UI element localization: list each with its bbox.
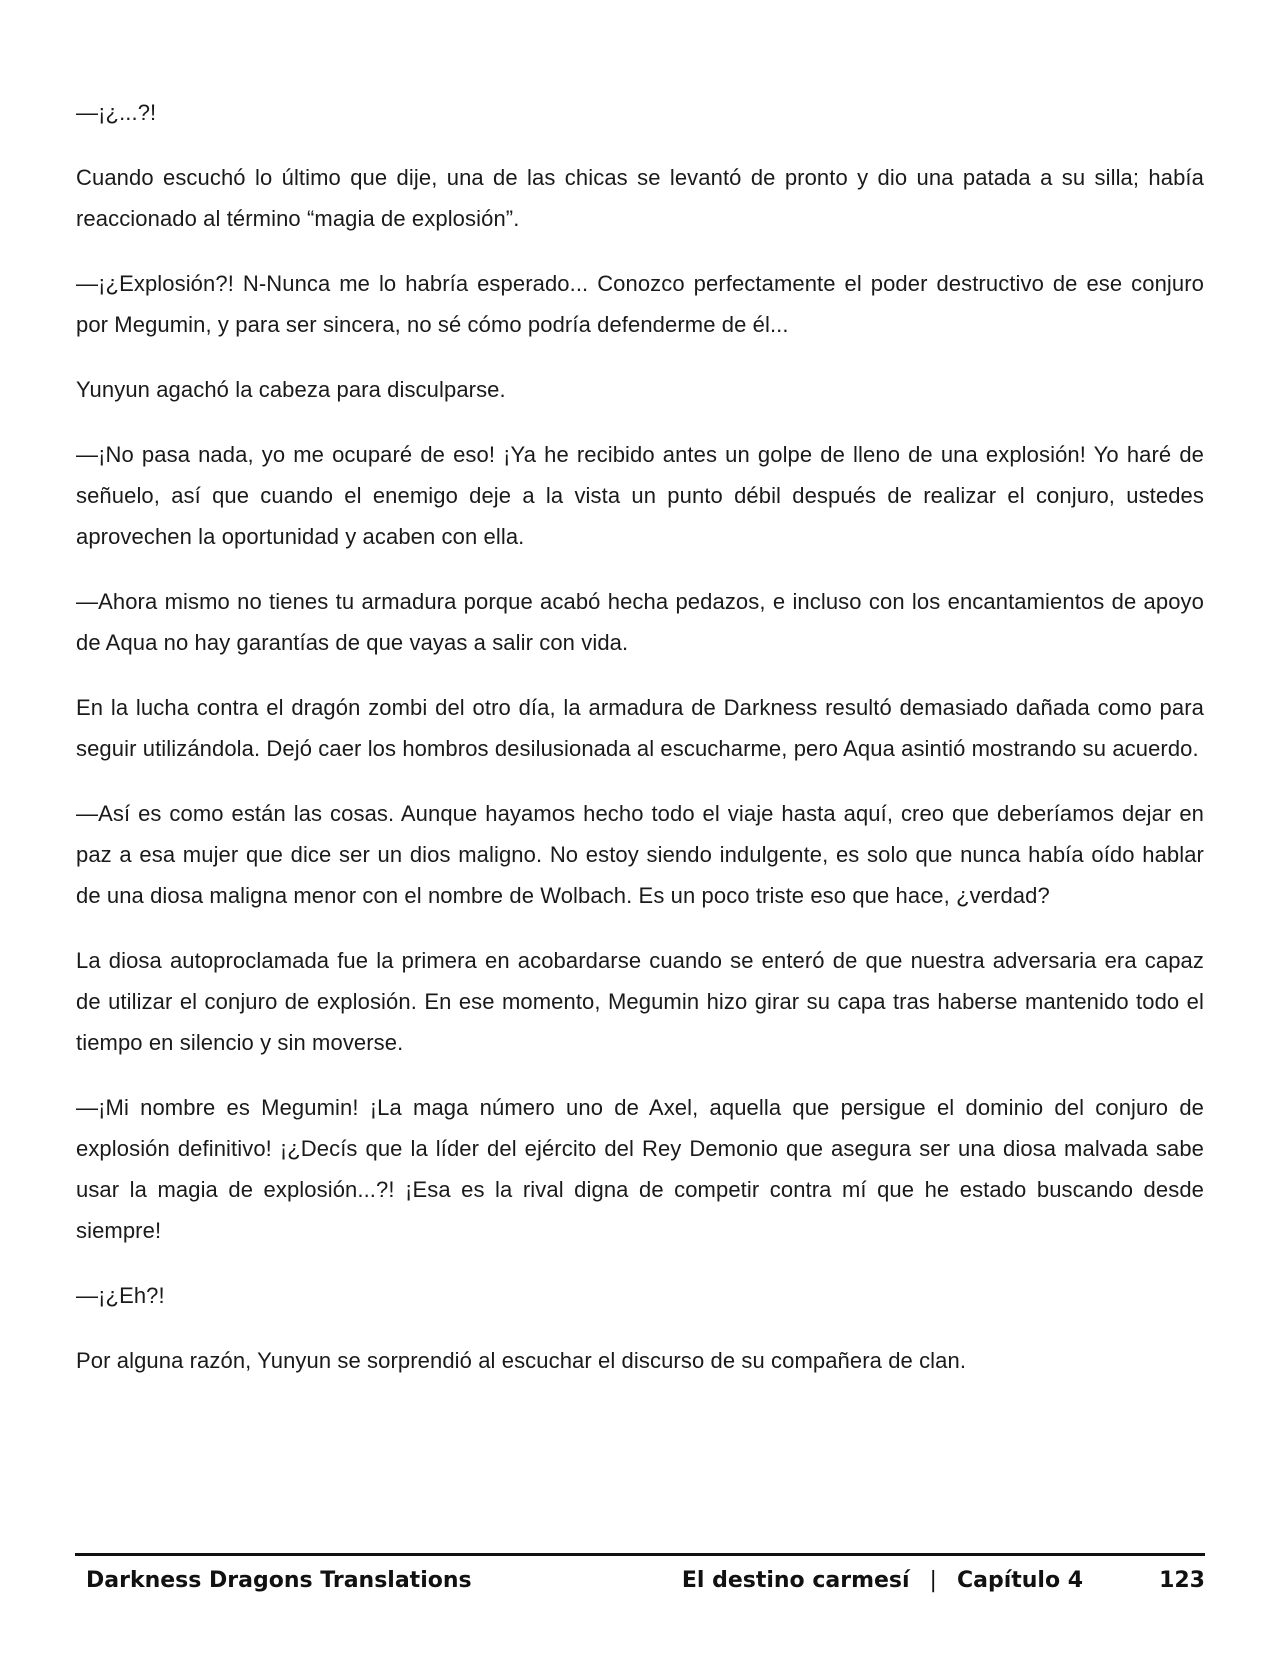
footer-chapter: Capítulo 4 [956, 1568, 1084, 1593]
paragraph: —¡Mi nombre es Megumin! ¡La maga número uno de Axel, aquella que persigue el dominio del conjuro de explosión definitivo! ¡¿Decís que la líder del ejército del Rey Demonio que asegura ser una diosa malvada sabe usar la magia de explosión...?! ¡Esa es la rival digna de competir contra mí que he estado buscando desde siempre! [76, 1095, 1204, 1243]
footer-publisher: Darkness Dragons Translations [86, 1568, 472, 1593]
paragraph: —Ahora mismo no tienes tu armadura porque acabó hecha pedazos, e incluso con los encantamientos de apoyo de Aqua no hay garantías de que vayas a salir con vida. [76, 589, 1204, 655]
page-body [76, 92, 1204, 1405]
paragraph: En la lucha contra el dragón zombi del otro día, la armadura de Darkness resultó demasiado dañada como para seguir utilizándola. Dejó caer los hombros desilusionada al escucharme, pero Aqua asintió mostrando su acuerdo. [76, 695, 1204, 761]
page-footer [86, 1563, 1205, 1599]
paragraph: —¡No pasa nada, yo me ocuparé de eso! ¡Ya he recibido antes un golpe de lleno de una explosión! Yo haré de señuelo, así que cuando el enemigo deje a la vista un punto débil después de realizar el conjuro, ustedes aprovechen la oportunidad y acaben con ella. [76, 442, 1204, 549]
footer-separator: | [929, 1568, 937, 1593]
footer-page-number: 123 [1159, 1568, 1205, 1593]
footer-book-title: El destino carmesí [681, 1568, 910, 1593]
paragraph: —¡¿Eh?! [76, 1283, 165, 1308]
paragraph: Por alguna razón, Yunyun se sorprendió al escuchar el discurso de su compañera de clan. [76, 1348, 967, 1373]
footer-right-group [682, 1563, 1205, 1599]
paragraph: La diosa autoproclamada fue la primera en acobardarse cuando se enteró de que nuestra adversaria era capaz de utilizar el conjuro de explosión. En ese momento, Megumin hizo girar su capa tras haberse mantenido todo el tiempo en silencio y sin moverse. [76, 948, 1204, 1055]
paragraph: —¡¿Explosión?! N-Nunca me lo habría esperado... Conozco perfectamente el poder destructivo de ese conjuro por Megumin, y para ser sincera, no sé cómo podría defenderme de él... [76, 271, 1204, 337]
paragraph: —Así es como están las cosas. Aunque hayamos hecho todo el viaje hasta aquí, creo que deberíamos dejar en paz a esa mujer que dice ser un dios maligno. No estoy siendo indulgente, es solo que nunca había oído hablar de una diosa maligna menor con el nombre de Wolbach. Es un poco triste eso que hace, ¿verdad? [76, 801, 1204, 908]
paragraph: Yunyun agachó la cabeza para disculparse. [76, 377, 506, 402]
paragraph: Cuando escuchó lo último que dije, una de las chicas se levantó de pronto y dio una patada a su silla; había reaccionado al término “magia de explosión”. [76, 165, 1204, 231]
footer-divider [75, 1553, 1205, 1556]
paragraph: —¡¿...?! [76, 100, 157, 125]
